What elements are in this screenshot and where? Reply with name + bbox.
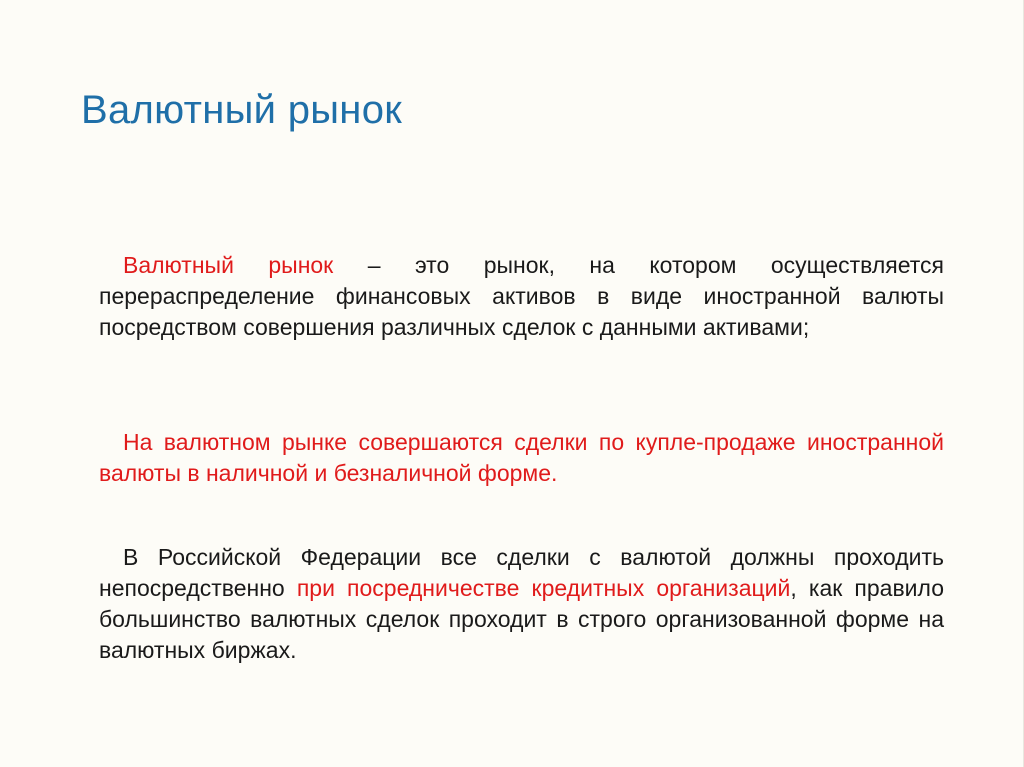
- russia-highlight: при посредничестве кредитных организаций: [296, 575, 791, 601]
- definition-term: Валютный рынок: [123, 252, 334, 278]
- slide-title: Валютный рынок: [81, 88, 403, 132]
- transactions-paragraph: На валютном рынке совершаются сделки по купле-продаже иностранной валюты в наличной и безналичной форме.: [99, 429, 944, 486]
- definition-text: – это рынок, на котором осуществляется перераспределение финансовых активов в виде иностранной валюты посредством совершения различных сделок с данными активами;: [99, 252, 944, 340]
- russia-text-end: , как правило большинство валютных сделок проходит в строго организованной форме на валютных биржах.: [99, 575, 944, 663]
- russia-text-start: В Российской Федерации все сделки с валютой должны проходить непосредственно: [99, 544, 944, 601]
- russia-paragraph: [99, 542, 944, 666]
- definition-paragraph: [99, 250, 944, 343]
